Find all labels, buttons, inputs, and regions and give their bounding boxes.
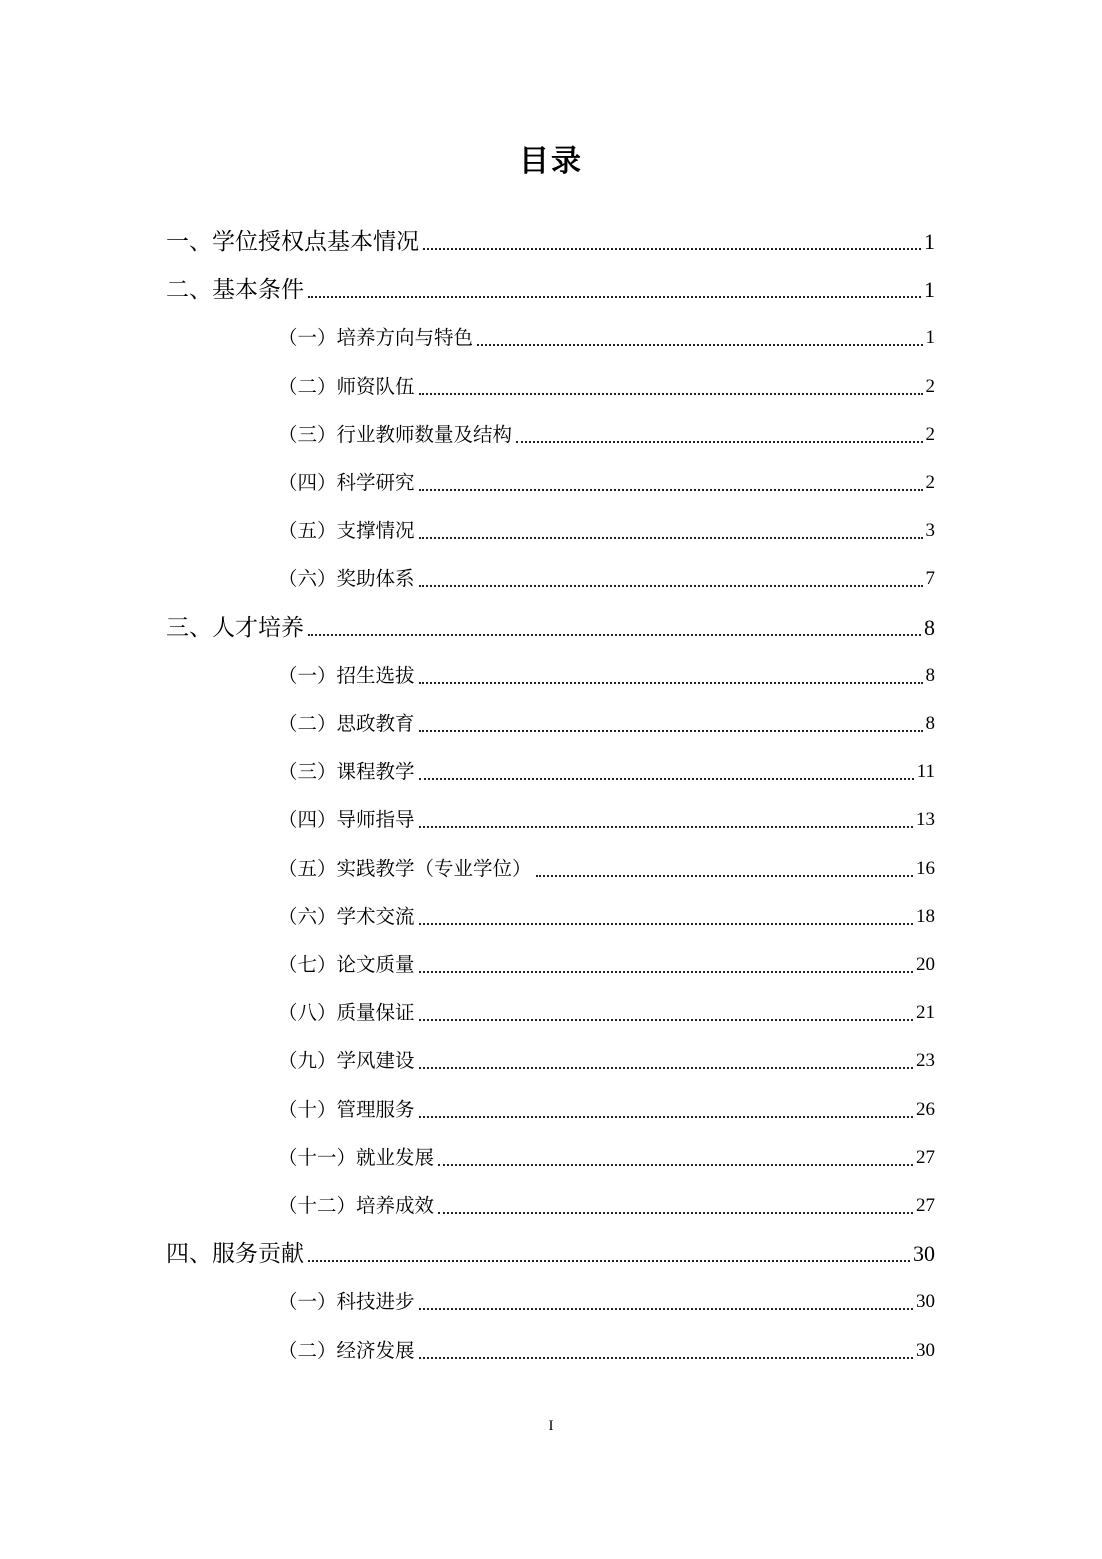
toc-entry-label: （十一）就业发展 (278, 1146, 435, 1169)
toc-entry-label: （十二）培养成效 (278, 1194, 435, 1217)
toc-dot-leader (438, 1164, 913, 1166)
toc-dot-leader (419, 971, 913, 973)
toc-dot-leader (419, 730, 923, 732)
toc-subsection-entry[interactable] (278, 515, 935, 547)
toc-entry-label: 四、服务贡献 (166, 1241, 304, 1267)
toc-subsection-entry[interactable] (278, 660, 935, 692)
toc-dot-leader (536, 875, 913, 877)
toc-section-entry[interactable] (166, 274, 935, 306)
toc-dot-leader (419, 826, 913, 828)
toc-entry-label: （八）质量保证 (278, 1001, 415, 1024)
toc-entry-label: （五）支撑情况 (278, 519, 415, 542)
toc-entry-label: （六）奖助体系 (278, 567, 415, 590)
toc-entry-page-number: 8 (925, 665, 935, 686)
toc-subsection-entry[interactable] (278, 563, 935, 595)
toc-dot-leader (477, 344, 922, 346)
toc-entry-label: （二）师资队伍 (278, 375, 415, 398)
toc-entry-page-number: 11 (916, 761, 935, 782)
toc-subsection-entry[interactable] (278, 1094, 935, 1126)
toc-dot-leader (308, 1260, 910, 1262)
toc-entry-label: （九）学风建设 (278, 1049, 415, 1072)
toc-entry-label: （三）课程教学 (278, 760, 415, 783)
toc-entry-page-number: 16 (916, 858, 935, 879)
toc-dot-leader (308, 634, 921, 636)
toc-dot-leader (419, 923, 913, 925)
toc-dot-leader (419, 1357, 913, 1359)
toc-subsection-entry[interactable] (278, 949, 935, 981)
toc-entry-label: （一）招生选拔 (278, 664, 415, 687)
toc-subsection-entry[interactable] (278, 467, 935, 499)
toc-entry-page-number: 1 (924, 277, 935, 302)
toc-dot-leader (419, 778, 914, 780)
toc-entry-label: （十）管理服务 (278, 1098, 415, 1121)
toc-dot-leader (419, 489, 923, 491)
toc-dot-leader (419, 393, 923, 395)
toc-dot-leader (308, 296, 921, 298)
toc-entry-page-number: 1 (925, 327, 935, 348)
toc-entry-label: （四）导师指导 (278, 808, 415, 831)
toc-subsection-entry[interactable] (278, 804, 935, 836)
toc-section-entry[interactable] (166, 612, 935, 644)
page-number: I (548, 1418, 554, 1434)
toc-entry-page-number: 27 (916, 1147, 935, 1168)
toc-dot-leader (419, 682, 923, 684)
toc-entry-page-number: 1 (924, 229, 935, 254)
toc-section-entry[interactable] (166, 226, 935, 258)
toc-entry-label: （三）行业教师数量及结构 (278, 423, 513, 446)
toc-subsection-entry[interactable] (278, 853, 935, 885)
toc-entry-label: （六）学术交流 (278, 905, 415, 928)
toc-entry-label: （二）思政教育 (278, 712, 415, 735)
toc-subsection-entry[interactable] (278, 1335, 935, 1367)
toc-entry-label: （二）经济发展 (278, 1339, 415, 1362)
toc-subsection-entry[interactable] (278, 1190, 935, 1222)
toc-entry-page-number: 30 (916, 1291, 935, 1312)
toc-entry-label: （五）实践教学（专业学位） (278, 857, 532, 880)
toc-entry-label: （四）科学研究 (278, 471, 415, 494)
toc-subsection-entry[interactable] (278, 371, 935, 403)
toc-entry-page-number: 13 (916, 809, 935, 830)
toc-subsection-entry[interactable] (278, 997, 935, 1029)
toc-entry-page-number: 8 (925, 713, 935, 734)
toc-subsection-entry[interactable] (278, 1045, 935, 1077)
toc-entry-page-number: 26 (916, 1099, 935, 1120)
toc-subsection-entry[interactable] (278, 1286, 935, 1318)
toc-dot-leader (419, 1116, 913, 1118)
toc-section-entry[interactable] (166, 1238, 935, 1270)
toc-entry-page-number: 8 (924, 615, 935, 640)
toc-entry-page-number: 18 (916, 906, 935, 927)
toc-entry-label: 三、人才培养 (166, 615, 304, 641)
toc-subsection-entry[interactable] (278, 756, 935, 788)
toc-entry-page-number: 2 (925, 472, 935, 493)
toc-entry-page-number: 20 (916, 954, 935, 975)
toc-dot-leader (516, 441, 922, 443)
toc-entry-page-number: 21 (916, 1002, 935, 1023)
toc-dot-leader (419, 1019, 913, 1021)
toc-entry-page-number: 2 (925, 376, 935, 397)
toc-subsection-entry[interactable] (278, 901, 935, 933)
toc-entry-page-number: 30 (913, 1241, 935, 1266)
toc-entry-page-number: 27 (916, 1195, 935, 1216)
toc-dot-leader (419, 1067, 913, 1069)
toc-entry-page-number: 2 (925, 424, 935, 445)
toc-dot-leader (419, 1308, 913, 1310)
toc-dot-leader (419, 537, 923, 539)
toc-entry-page-number: 7 (925, 568, 935, 589)
toc-dot-leader (438, 1212, 913, 1214)
toc-entry-page-number: 3 (925, 520, 935, 541)
toc-entry-page-number: 30 (916, 1340, 935, 1361)
toc-entry-page-number: 23 (916, 1050, 935, 1071)
toc-subsection-entry[interactable] (278, 1142, 935, 1174)
toc-subsection-entry[interactable] (278, 322, 935, 354)
toc-dot-leader (419, 585, 923, 587)
toc-dot-leader (423, 248, 921, 250)
toc-entry-label: 二、基本条件 (166, 277, 304, 303)
toc-entry-label: （一）培养方向与特色 (278, 326, 474, 349)
toc-subsection-entry[interactable] (278, 419, 935, 451)
page-title: 目录 (519, 144, 583, 179)
toc-entry-label: 一、学位授权点基本情况 (166, 229, 419, 255)
toc-subsection-entry[interactable] (278, 708, 935, 740)
toc-entry-label: （七）论文质量 (278, 953, 415, 976)
toc-entry-label: （一）科技进步 (278, 1290, 415, 1313)
